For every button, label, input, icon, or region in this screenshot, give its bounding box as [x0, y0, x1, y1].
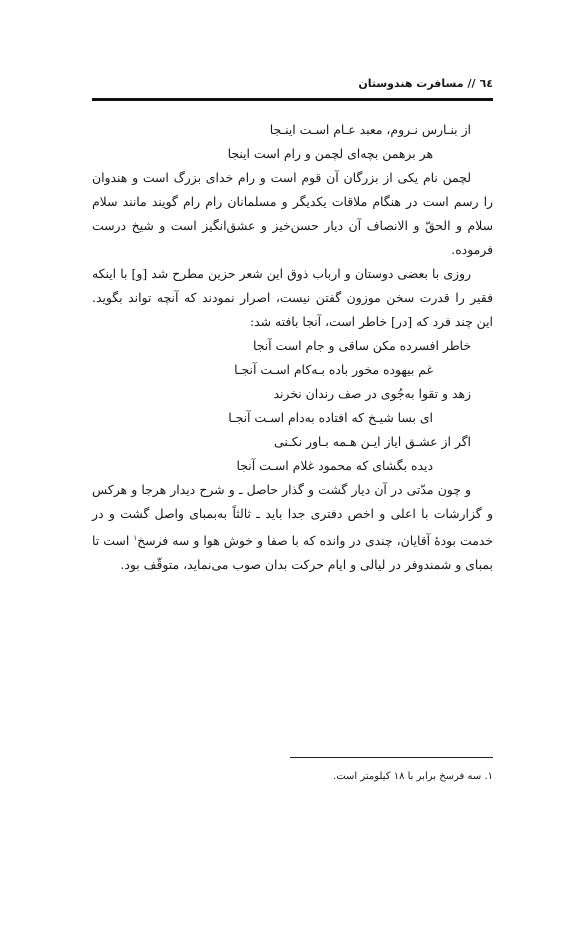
- footnote-number: ١.: [484, 771, 493, 782]
- paragraph: لچمن نام یکی از بزرگان آن قوم است و رام خدای بزرگ است و هندوان را رسم است در هنگام ملاقات یکدیگر و مسلمانان رام رام گویند مانند سلام سلام و الحقّ و الانصاف آن دیار حسن‌خیز و عشق‌انگیز است و شیخ درست فرموده.: [92, 170, 493, 257]
- footnote-marker: ١: [133, 534, 138, 542]
- footnote: [92, 768, 493, 786]
- footnote-divider: [290, 757, 493, 758]
- header-separator: //: [467, 76, 476, 90]
- poem-line: هر برهمن بچه‌ای لچمن و رام است اینجا: [227, 146, 433, 161]
- header-title: مسافرت هندوستان: [358, 76, 464, 90]
- paragraph-text: است تا بمبای و شمندوفر در لیالی و ایام حرکت بدان صوب می‌نماید، متوقّف بود.: [92, 533, 493, 573]
- main-text: [92, 118, 493, 577]
- poem-line: ای بسا شیـخ که افتاده به‌دام اسـت آنجـا: [228, 410, 433, 425]
- poem-line: زهد و تقوا به‌جُوی در صف رندان نخرند: [273, 386, 471, 401]
- paragraph-text: و چون مدّتی در آن دیار گشت و گذار حاصل ـ و شرح دیدار هرجا و هرکس و گزارشات با اعلی و اخص دفتری جدا باید ـ ثالثاً به‌بمبای واصل گشت و در خدمت بودهٔ آقایان، چندی در وانده که با صفا و خوش هوا و سه فرسخ: [92, 482, 493, 549]
- paragraph: [92, 478, 493, 577]
- running-header: [92, 68, 493, 101]
- footnote-text: سه فرسخ برابر با ١٨ کیلومتر است.: [333, 771, 482, 782]
- poem-line: دیده بگشای که محمود غلام اسـت آنجا: [236, 458, 433, 473]
- poem-line: اگر از عشـق ایاز ایـن هـمه بـاور نکـنی: [274, 434, 471, 449]
- poem-line: خاطر افسرده مکن ساقی و جام است آنجا: [252, 338, 471, 353]
- poem-line: غم بیهوده مخور باده بـه‌کام اسـت آنجـا: [234, 362, 433, 377]
- poem-line: از بنـارس نـروم، معبد عـام اسـت اینـجا: [269, 122, 471, 137]
- paragraph: روزی با بعضی دوستان و ارباب ذوق این شعر حزین مطرح شد [و] با اینکه فقیر را قدرت سخن موزون گفتن نیست، اصرار نمودند که آنچه تواند بگوید. این چند فرد که [در] خاطر است، آنجا بافته شد:: [92, 266, 493, 329]
- page-number: ٦٤: [479, 76, 493, 90]
